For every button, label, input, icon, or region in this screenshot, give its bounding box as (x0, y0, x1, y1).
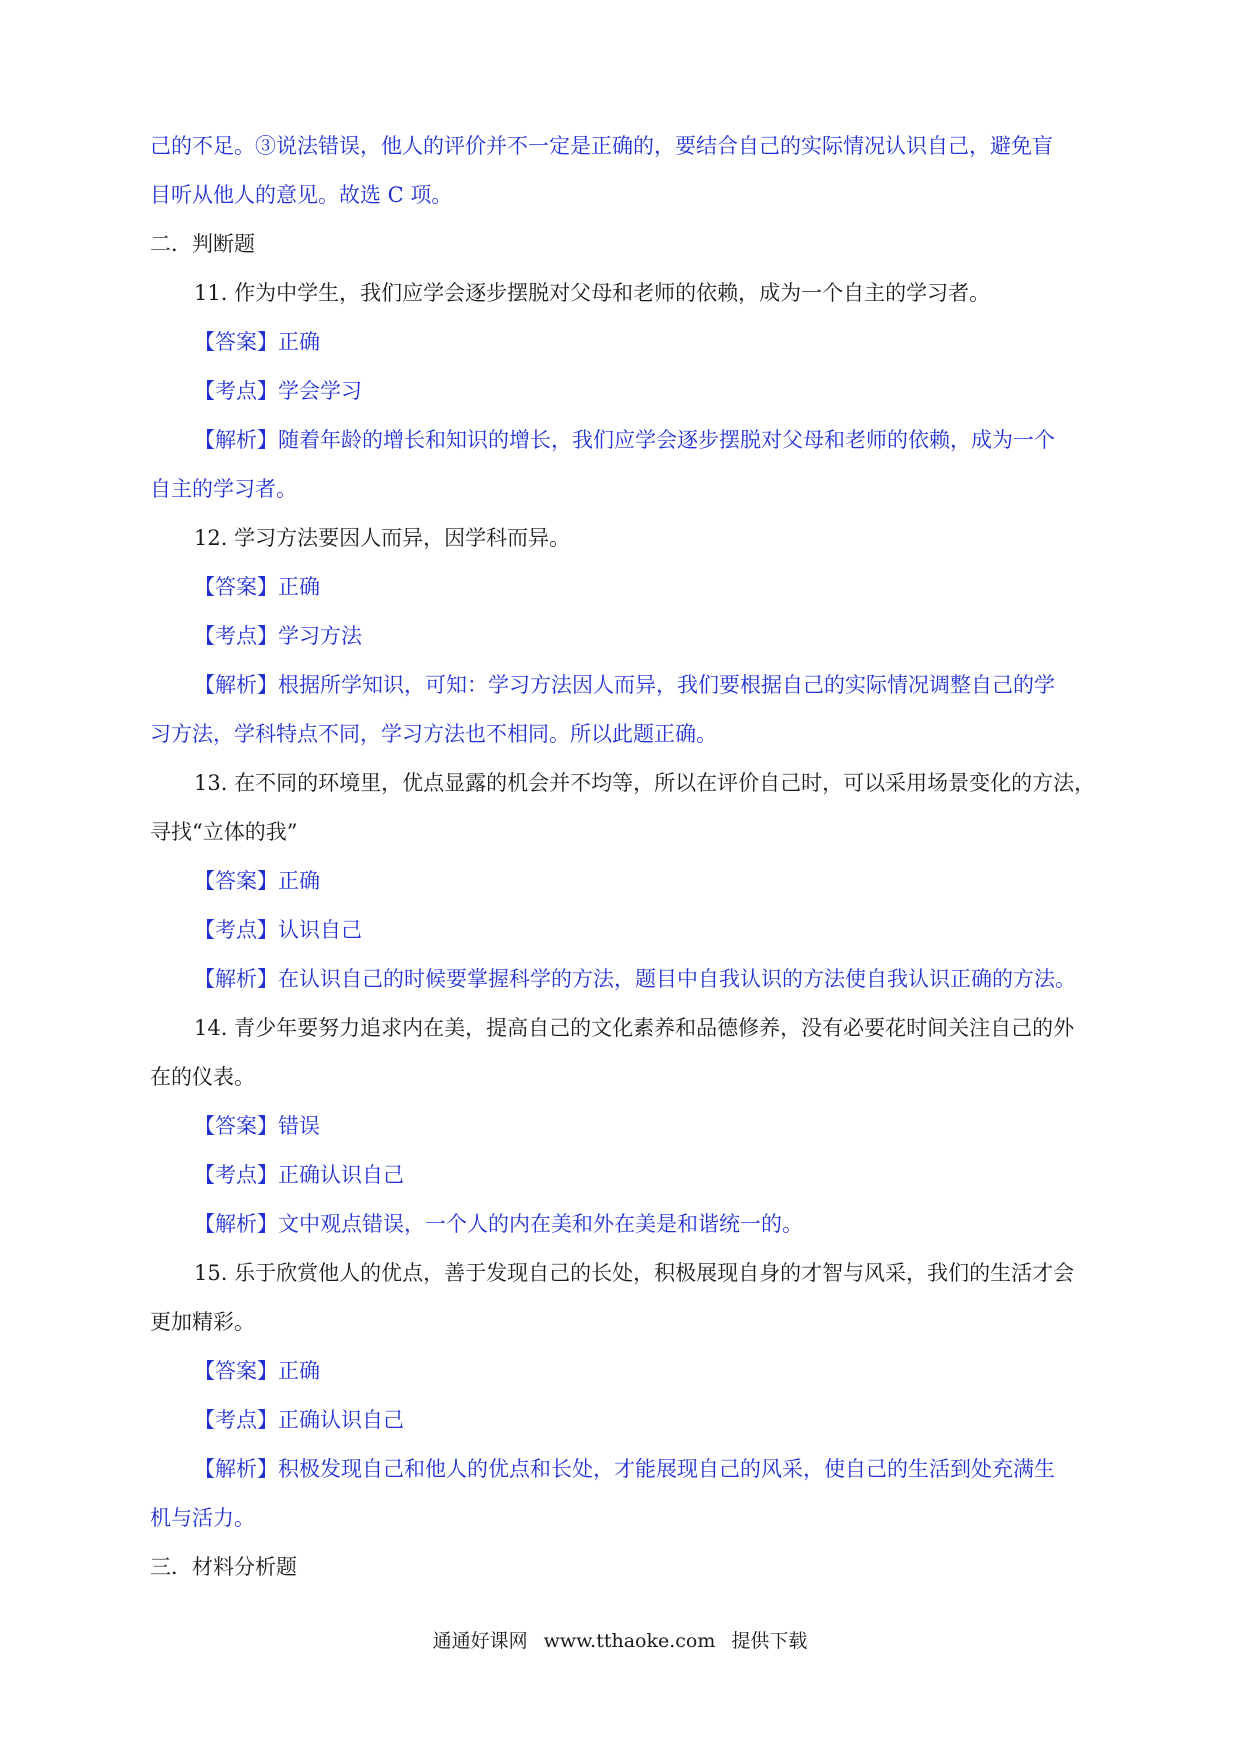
q11-question: 11. 作为中学生，我们应学会逐步摆脱对父母和老师的依赖，成为一个自主的学习者。 (194, 281, 991, 305)
analysis-tag: 【解析】 (194, 1212, 278, 1236)
q11-point (150, 367, 1100, 416)
answer-tag: 【答案】 (194, 869, 278, 893)
answer-value: 正确 (278, 575, 320, 599)
section-2-title: 二．判断题 (150, 232, 255, 256)
q11-analysis-cont: 自主的学习者。 (150, 477, 297, 501)
q12-analysis-cont: 习方法，学科特点不同，学习方法也不相同。所以此题正确。 (150, 722, 717, 746)
analysis-tag: 【解析】 (194, 428, 278, 452)
analysis-tag: 【解析】 (194, 673, 278, 697)
point-tag: 【考点】 (194, 918, 278, 942)
point-value: 正确认识自己 (278, 1408, 404, 1432)
point-value: 正确认识自己 (278, 1163, 404, 1187)
q12-answer (150, 563, 1100, 612)
q15-analysis-cont: 机与活力。 (150, 1506, 255, 1530)
q13-analysis (150, 955, 1100, 1004)
point-tag: 【考点】 (194, 624, 278, 648)
point-tag: 【考点】 (194, 1408, 278, 1432)
footer-url[interactable]: www.tthaoke.com (543, 1630, 716, 1652)
q13-answer (150, 857, 1100, 906)
q11-analysis (150, 416, 1100, 465)
point-tag: 【考点】 (194, 379, 278, 403)
page-footer (0, 1626, 1240, 1653)
analysis-text: 积极发现自己和他人的优点和长处，才能展现自己的风采，使自己的生活到处充满生 (278, 1457, 1055, 1481)
footer-suffix: 提供下载 (731, 1630, 808, 1652)
q14-question: 14. 青少年要努力追求内在美，提高自己的文化素养和品德修养，没有必要花时间关注自己的外 (194, 1016, 1075, 1040)
q12-point (150, 612, 1100, 661)
point-value: 认识自己 (278, 918, 362, 942)
answer-value: 正确 (278, 1359, 320, 1383)
q12-question: 12. 学习方法要因人而异，因学科而异。 (194, 526, 571, 550)
answer-tag: 【答案】 (194, 575, 278, 599)
analysis-tag: 【解析】 (194, 967, 278, 991)
q15-question: 15. 乐于欣赏他人的优点，善于发现自己的长处，积极展现自身的才智与风采，我们的生活才会 (194, 1261, 1075, 1285)
analysis-tag: 【解析】 (194, 1457, 278, 1481)
intro-line-2: 目听从他人的意见。故选 C 项。 (150, 183, 453, 207)
point-tag: 【考点】 (194, 1163, 278, 1187)
analysis-text: 在认识自己的时候要掌握科学的方法，题目中自我认识的方法使自我认识正确的方法。 (278, 967, 1076, 991)
analysis-text: 文中观点错误，一个人的内在美和外在美是和谐统一的。 (278, 1212, 803, 1236)
q14-question-cont: 在的仪表。 (150, 1065, 255, 1089)
q15-point (150, 1396, 1100, 1445)
answer-tag: 【答案】 (194, 1359, 278, 1383)
intro-line-1: 己的不足。③说法错误，他人的评价并不一定是正确的，要结合自己的实际情况认识自己，避免盲 (150, 134, 1053, 158)
q15-answer (150, 1347, 1100, 1396)
q15-question-cont: 更加精彩。 (150, 1310, 255, 1334)
footer-site-name: 通通好课网 (432, 1630, 528, 1652)
answer-value: 正确 (278, 330, 320, 354)
q13-question-cont: 寻找“立体的我” (150, 820, 298, 844)
analysis-text: 随着年龄的增长和知识的增长，我们应学会逐步摆脱对父母和老师的依赖，成为一个 (278, 428, 1055, 452)
analysis-text: 根据所学知识，可知：学习方法因人而异，我们要根据自己的实际情况调整自己的学 (278, 673, 1055, 697)
q14-point (150, 1151, 1100, 1200)
q13-question: 13. 在不同的环境里，优点显露的机会并不均等，所以在评价自己时，可以采用场景变化的方法， (194, 771, 1096, 795)
q13-point (150, 906, 1100, 955)
answer-value: 错误 (278, 1114, 320, 1138)
point-value: 学习方法 (278, 624, 362, 648)
q12-analysis (150, 661, 1100, 710)
section-3-title: 三．材料分析题 (150, 1555, 297, 1579)
q15-analysis (150, 1445, 1100, 1494)
q14-analysis (150, 1200, 1100, 1249)
answer-value: 正确 (278, 869, 320, 893)
q11-answer (150, 318, 1100, 367)
answer-tag: 【答案】 (194, 330, 278, 354)
q14-answer (150, 1102, 1100, 1151)
answer-tag: 【答案】 (194, 1114, 278, 1138)
point-value: 学会学习 (278, 379, 362, 403)
document-body (150, 122, 1100, 1592)
